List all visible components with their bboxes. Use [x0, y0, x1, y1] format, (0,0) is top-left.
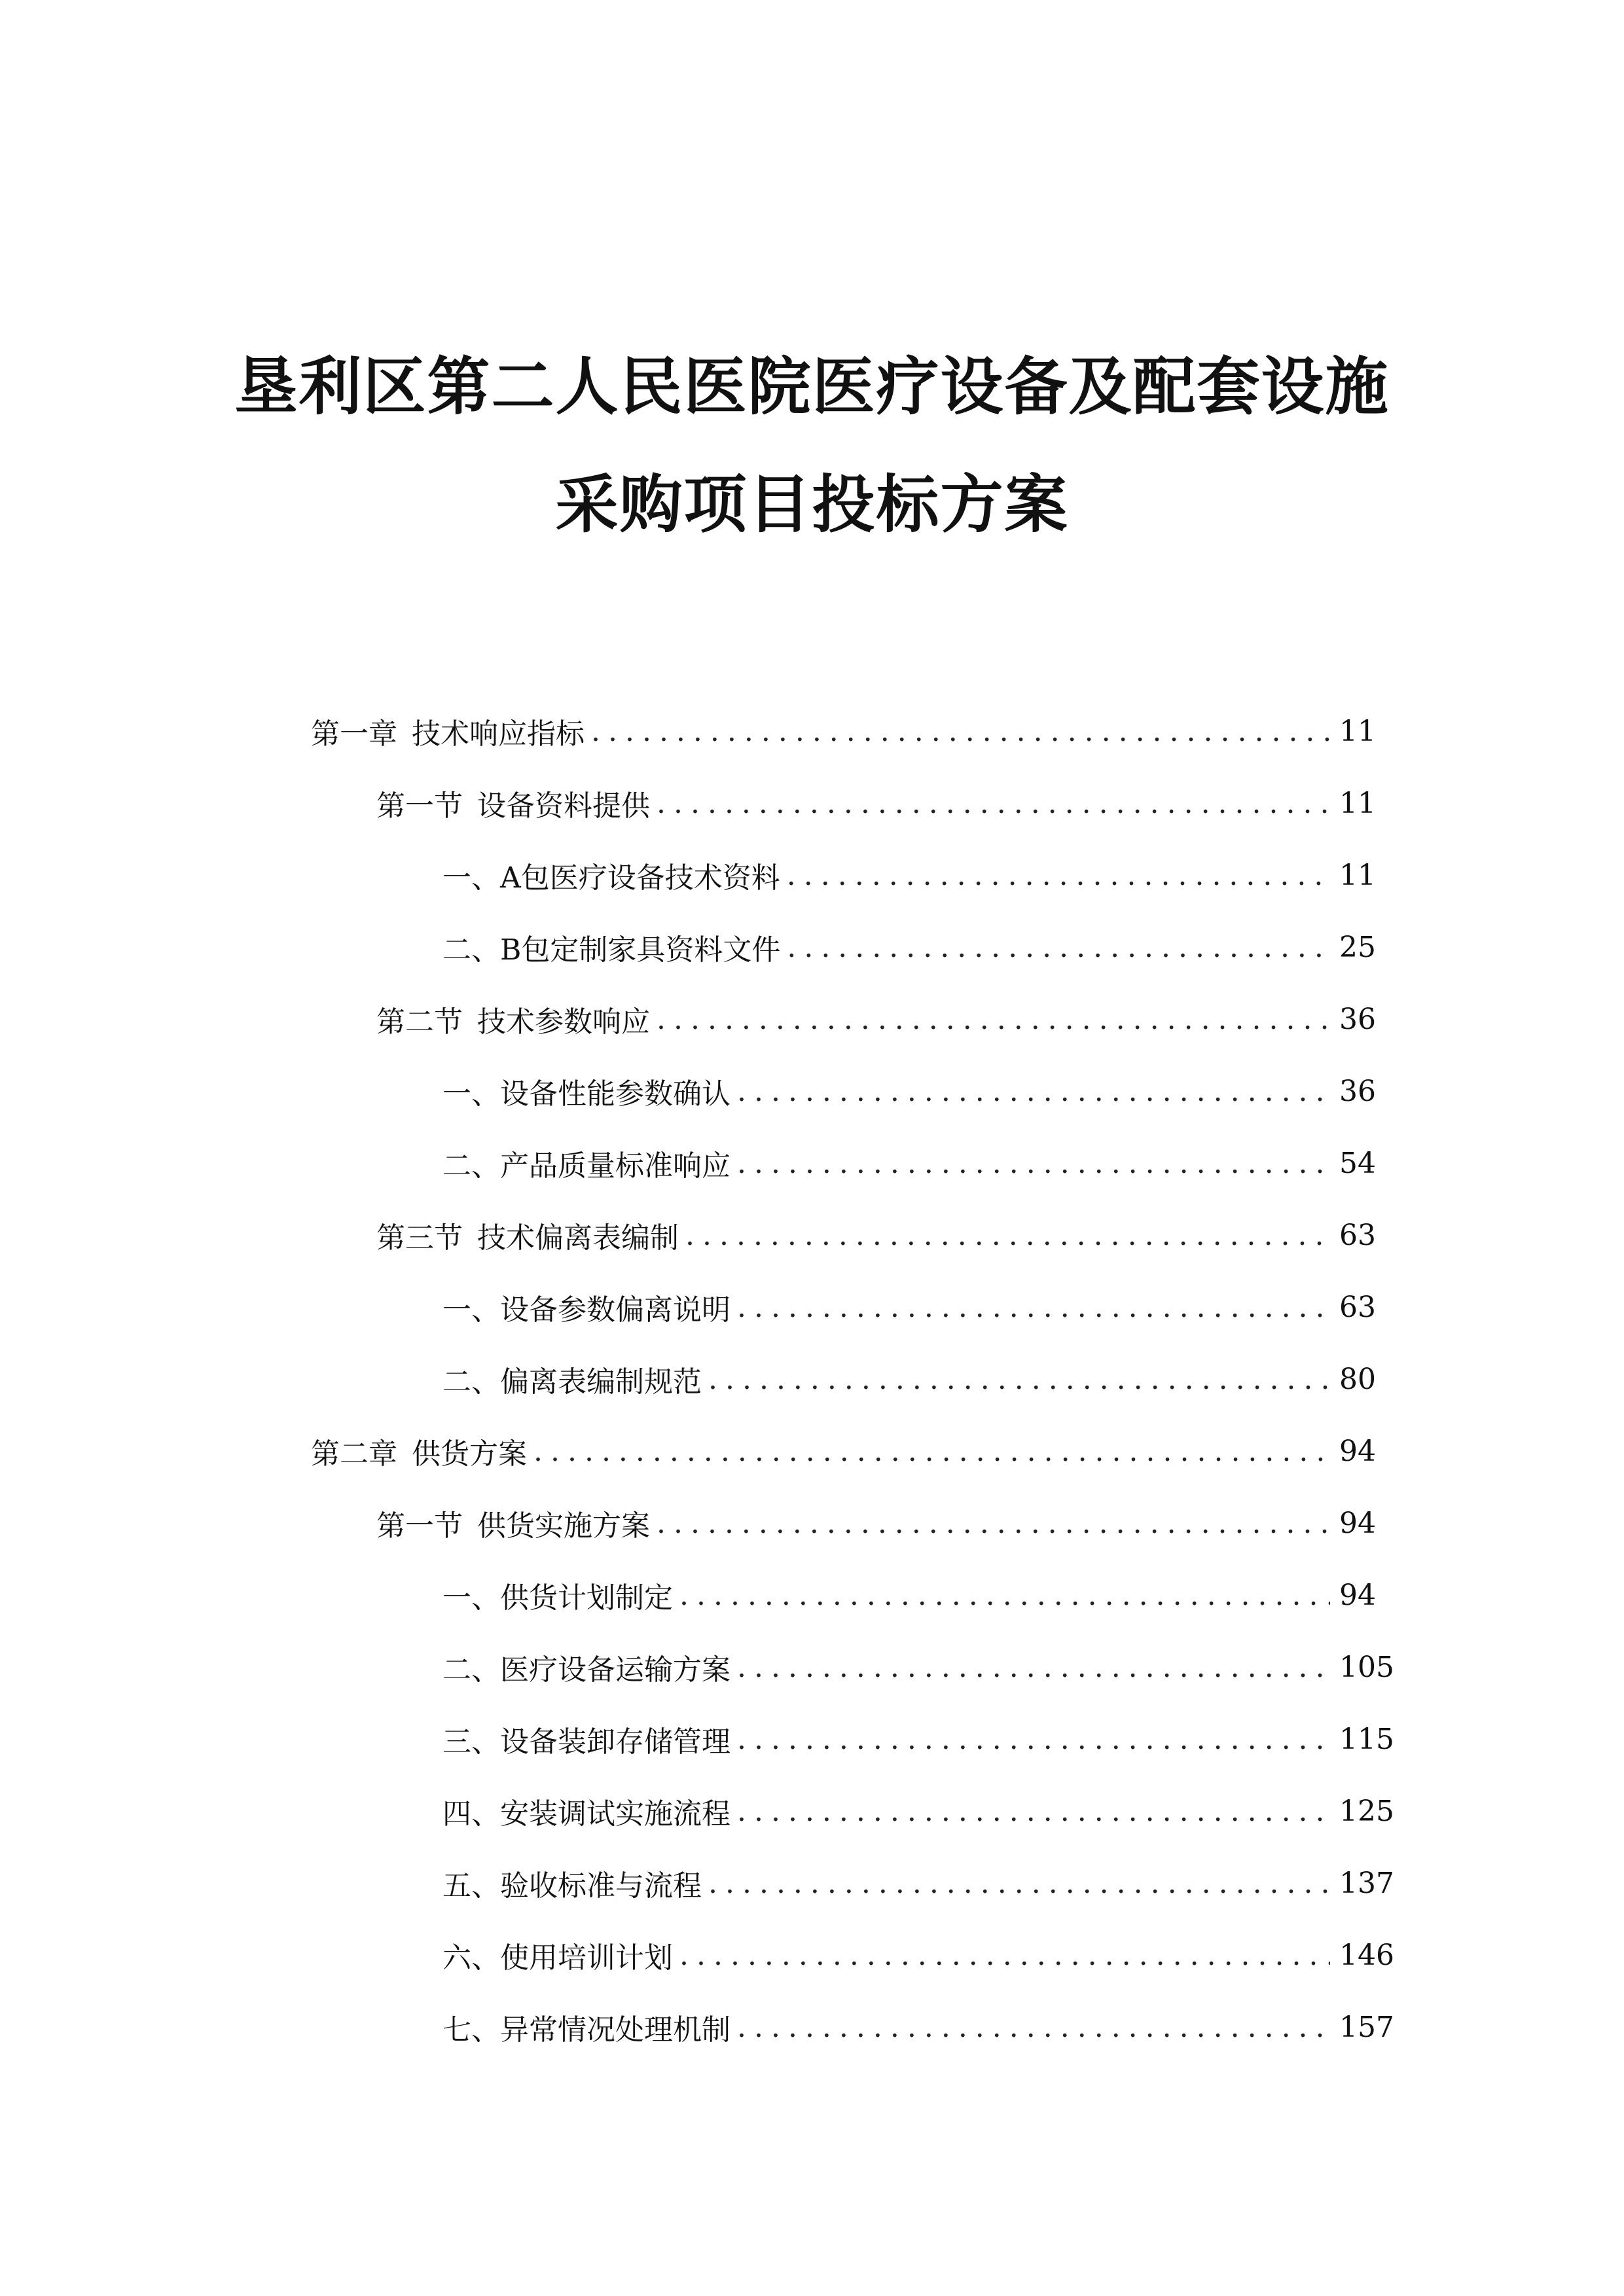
- document-title-line-1: 垦利区第二人民医院医疗设备及配套设施: [234, 350, 1390, 423]
- toc-entry[interactable]: [0, 1127, 1624, 1199]
- toc-dot-leader: [708, 1363, 1330, 1396]
- toc-dot-leader: [737, 1291, 1330, 1324]
- toc-entry-title: 安装调试实施流程: [500, 1797, 731, 1831]
- toc-entry[interactable]: [0, 1991, 1624, 2063]
- toc-entry-title: 异常情况处理机制: [500, 2013, 731, 2047]
- toc-entry[interactable]: [0, 1559, 1624, 1631]
- toc-entry-page: 36: [1339, 1074, 1376, 1108]
- toc-entry-title: A包医疗设备技术资料: [500, 861, 780, 895]
- toc-entry[interactable]: [0, 1199, 1624, 1271]
- toc-dot-leader: [737, 1651, 1330, 1684]
- toc-entry-number: 二、: [442, 933, 500, 967]
- toc-dot-leader: [533, 1435, 1330, 1468]
- toc-entry-title: 产品质量标准响应: [500, 1149, 731, 1183]
- toc-entry-page: 63: [1339, 1218, 1376, 1252]
- toc-entry-number: 第三节: [376, 1221, 463, 1255]
- toc-entry-title: 设备性能参数确认: [500, 1077, 731, 1111]
- toc-entry-number: 一、: [442, 1581, 500, 1615]
- toc-dot-leader: [737, 1795, 1330, 1828]
- toc-entry-page: 94: [1339, 1506, 1376, 1540]
- toc-entry-title: 验收标准与流程: [500, 1869, 702, 1903]
- toc-entry[interactable]: [0, 1919, 1624, 1991]
- toc-entry-number: 第一节: [376, 1509, 463, 1543]
- toc-dot-leader: [657, 1003, 1330, 1036]
- toc-entry-page: 115: [1339, 1722, 1394, 1756]
- toc-entry-number: 四、: [442, 1797, 500, 1831]
- toc-entry[interactable]: [0, 1055, 1624, 1127]
- toc-entry-page: 94: [1339, 1434, 1376, 1468]
- toc-entry-number: 五、: [442, 1869, 500, 1903]
- toc-dot-leader: [737, 1723, 1330, 1756]
- toc-entry-page: 137: [1339, 1866, 1394, 1900]
- toc-entry-page: 94: [1339, 1578, 1376, 1612]
- toc-entry-title: 技术响应指标: [412, 717, 585, 751]
- toc-entry-title: 偏离表编制规范: [500, 1365, 702, 1399]
- toc-entry-page: 80: [1339, 1362, 1376, 1396]
- toc-entry-title: 设备资料提供: [477, 789, 650, 823]
- toc-entry-number: 七、: [442, 2013, 500, 2047]
- toc-entry[interactable]: [0, 1703, 1624, 1775]
- toc-entry-number: 二、: [442, 1149, 500, 1183]
- toc-dot-leader: [737, 1147, 1330, 1180]
- toc-entry[interactable]: [0, 1775, 1624, 1847]
- toc-dot-leader: [685, 1219, 1330, 1252]
- toc-entry-page: 125: [1339, 1794, 1394, 1828]
- toc-entry-page: 157: [1339, 2010, 1394, 2044]
- toc-entry-page: 11: [1339, 714, 1376, 748]
- toc-entry-page: 36: [1339, 1002, 1376, 1036]
- toc-entry[interactable]: [0, 1631, 1624, 1703]
- toc-entry-title: 设备参数偏离说明: [500, 1293, 731, 1327]
- toc-entry-number: 第二章: [311, 1437, 397, 1471]
- toc-entry[interactable]: [0, 983, 1624, 1055]
- toc-entry-title: 设备装卸存储管理: [500, 1725, 731, 1759]
- toc-dot-leader: [591, 715, 1330, 748]
- toc-entry[interactable]: [0, 767, 1624, 839]
- toc-entry[interactable]: [0, 1271, 1624, 1343]
- toc-entry[interactable]: [0, 911, 1624, 983]
- toc-entry[interactable]: [0, 839, 1624, 911]
- toc-entry[interactable]: [0, 1415, 1624, 1487]
- toc-entry-page: 11: [1339, 786, 1376, 820]
- toc-entry-page: 54: [1339, 1146, 1376, 1180]
- toc-entry-number: 第二节: [376, 1005, 463, 1039]
- document-title-line-2: 采购项目投标方案: [555, 467, 1069, 541]
- toc-entry-page: 146: [1339, 1938, 1394, 1972]
- toc-entry-number: 第一章: [311, 717, 397, 751]
- toc-entry[interactable]: [0, 695, 1624, 767]
- toc-entry[interactable]: [0, 1847, 1624, 1919]
- toc-entry-page: 105: [1339, 1650, 1394, 1684]
- toc-entry-page: 63: [1339, 1290, 1376, 1324]
- toc-entry-number: 二、: [442, 1365, 500, 1399]
- toc-entry[interactable]: [0, 1487, 1624, 1559]
- toc-entry-title: B包定制家具资料文件: [500, 933, 781, 967]
- toc-entry-title: 医疗设备运输方案: [500, 1653, 731, 1687]
- toc-dot-leader: [679, 1939, 1330, 1972]
- toc-entry-number: 六、: [442, 1941, 500, 1975]
- toc-entry-number: 第一节: [376, 789, 463, 823]
- toc-entry-number: 一、: [442, 1293, 500, 1327]
- toc-entry-number: 三、: [442, 1725, 500, 1759]
- toc-entry[interactable]: [0, 1343, 1624, 1415]
- toc-entry-title: 供货实施方案: [477, 1509, 650, 1543]
- toc-dot-leader: [679, 1579, 1330, 1612]
- toc-dot-leader: [787, 931, 1330, 964]
- toc-entry-number: 一、: [442, 861, 500, 895]
- toc-dot-leader: [657, 787, 1330, 820]
- toc-dot-leader: [787, 859, 1330, 892]
- toc-dot-leader: [737, 1075, 1330, 1108]
- toc-entry-number: 一、: [442, 1077, 500, 1111]
- toc-entry-page: 11: [1339, 858, 1376, 892]
- toc-dot-leader: [708, 1867, 1330, 1900]
- toc-entry-title: 技术参数响应: [477, 1005, 650, 1039]
- table-of-contents: [0, 695, 1624, 2063]
- toc-entry-title: 供货计划制定: [500, 1581, 673, 1615]
- toc-entry-title: 供货方案: [412, 1437, 527, 1471]
- toc-dot-leader: [657, 1507, 1330, 1540]
- toc-entry-title: 技术偏离表编制: [477, 1221, 679, 1255]
- toc-dot-leader: [737, 2011, 1330, 2044]
- toc-entry-title: 使用培训计划: [500, 1941, 673, 1975]
- toc-entry-number: 二、: [442, 1653, 500, 1687]
- toc-entry-page: 25: [1339, 930, 1376, 964]
